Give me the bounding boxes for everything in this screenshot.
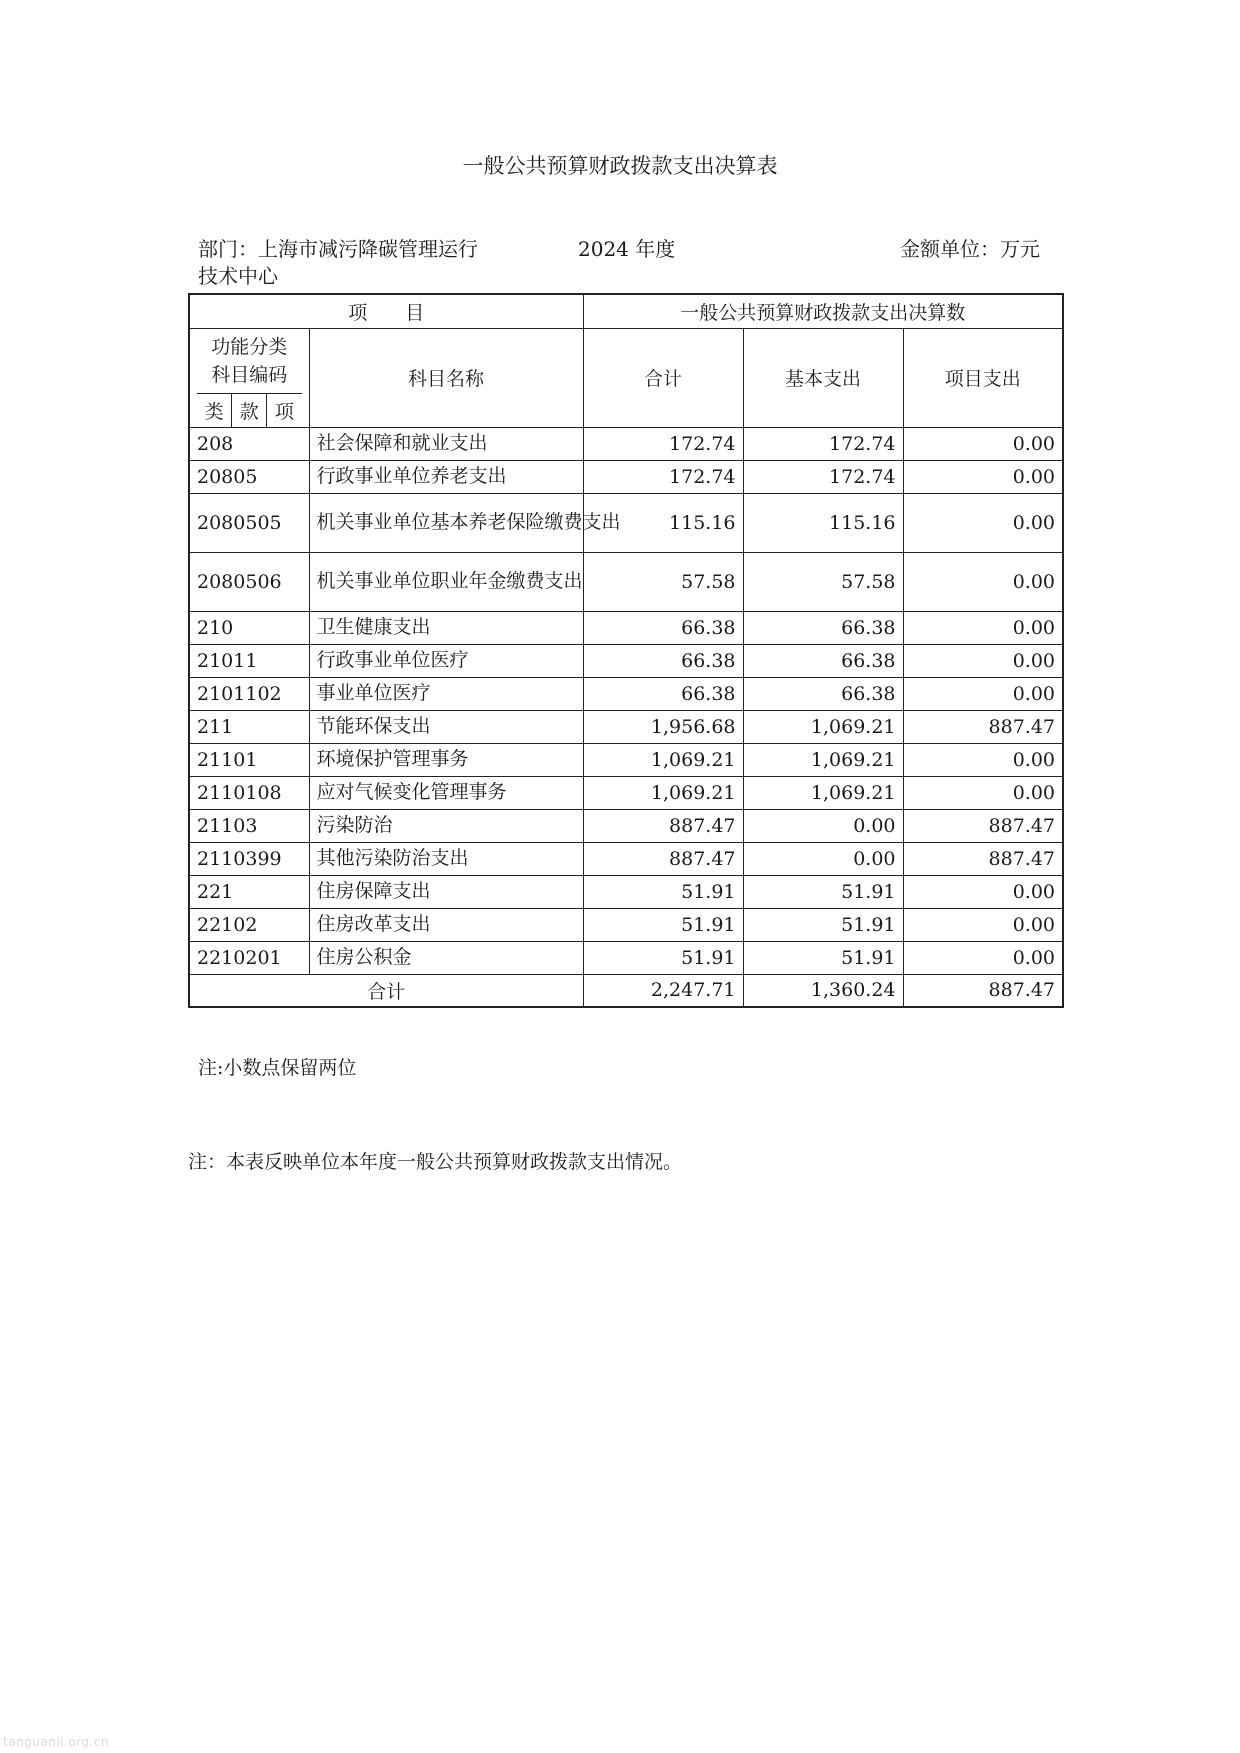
- header-total: 合计: [583, 328, 743, 427]
- row-total: 57.58: [583, 552, 743, 611]
- row-project: 0.00: [903, 644, 1063, 677]
- row-code: 20805: [189, 460, 309, 493]
- footnote: 注：本表反映单位本年度一般公共预算财政拨款支出情况。: [188, 1151, 683, 1173]
- table-row: [189, 677, 1063, 710]
- row-total: 51.91: [583, 875, 743, 908]
- fiscal-year: 2024 年度: [578, 237, 676, 261]
- row-project: 887.47: [903, 809, 1063, 842]
- total-label: 合计: [189, 974, 583, 1007]
- header-group: 一般公共预算财政拨款支出决算数: [583, 294, 1063, 328]
- row-code: 210: [189, 611, 309, 644]
- row-project: 0.00: [903, 460, 1063, 493]
- row-name: 行政事业单位医疗: [309, 644, 583, 677]
- row-project: 887.47: [903, 842, 1063, 875]
- header-code-class: 类: [204, 400, 224, 423]
- header-basic: 基本支出: [743, 328, 903, 427]
- row-project: 0.00: [903, 908, 1063, 941]
- row-name: 住房保障支出: [309, 875, 583, 908]
- table-row: [189, 552, 1063, 611]
- row-basic: 0.00: [743, 809, 903, 842]
- row-project: 0.00: [903, 941, 1063, 974]
- row-project: 0.00: [903, 743, 1063, 776]
- row-code: 21101: [189, 743, 309, 776]
- row-total: 66.38: [583, 611, 743, 644]
- table-row: [189, 842, 1063, 875]
- row-basic: 66.38: [743, 677, 903, 710]
- row-total: 66.38: [583, 677, 743, 710]
- row-project: 0.00: [903, 611, 1063, 644]
- row-code: 2210201: [189, 941, 309, 974]
- row-code: 2110108: [189, 776, 309, 809]
- row-basic: 172.74: [743, 460, 903, 493]
- row-name: 行政事业单位养老支出: [309, 460, 583, 493]
- header-code: [189, 328, 309, 427]
- row-basic: 66.38: [743, 644, 903, 677]
- table-row: [189, 644, 1063, 677]
- row-basic: 172.74: [743, 427, 903, 460]
- department-line-1: 部门：上海市减污降碳管理运行: [198, 237, 478, 261]
- row-total: 1,956.68: [583, 710, 743, 743]
- table-row: [189, 710, 1063, 743]
- total-amount: 2,247.71: [583, 974, 743, 1007]
- row-code: 2101102: [189, 677, 309, 710]
- row-project: 887.47: [903, 710, 1063, 743]
- table-row: [189, 493, 1063, 552]
- row-project: 0.00: [903, 677, 1063, 710]
- row-total: 172.74: [583, 427, 743, 460]
- row-total: 66.38: [583, 644, 743, 677]
- row-basic: 51.91: [743, 908, 903, 941]
- row-name: 应对气候变化管理事务: [309, 776, 583, 809]
- total-row: [189, 974, 1063, 1007]
- header-name: 科目名称: [309, 328, 583, 427]
- row-project: 0.00: [903, 552, 1063, 611]
- row-total: 115.16: [583, 493, 743, 552]
- header-row-2: [189, 328, 1063, 427]
- row-name: 事业单位医疗: [309, 677, 583, 710]
- watermark: tanguanli.org.cn: [3, 1735, 110, 1749]
- row-total: 1,069.21: [583, 776, 743, 809]
- table-row: [189, 427, 1063, 460]
- row-code: 2080506: [189, 552, 309, 611]
- row-name: 节能环保支出: [309, 710, 583, 743]
- row-basic: 115.16: [743, 493, 903, 552]
- row-basic: 51.91: [743, 875, 903, 908]
- row-name: 污染防治: [309, 809, 583, 842]
- row-total: 51.91: [583, 908, 743, 941]
- row-total: 887.47: [583, 842, 743, 875]
- table-row: [189, 908, 1063, 941]
- row-name: 机关事业单位职业年金缴费支出: [309, 552, 583, 611]
- row-basic: 1,069.21: [743, 776, 903, 809]
- row-code: 22102: [189, 908, 309, 941]
- page-title: 一般公共预算财政拨款支出决算表: [462, 154, 778, 178]
- total-project: 887.47: [903, 974, 1063, 1007]
- row-total: 172.74: [583, 460, 743, 493]
- row-basic: 57.58: [743, 552, 903, 611]
- row-total: 887.47: [583, 809, 743, 842]
- row-name: 其他污染防治支出: [309, 842, 583, 875]
- row-total: 1,069.21: [583, 743, 743, 776]
- row-code: 208: [189, 427, 309, 460]
- row-total: 51.91: [583, 941, 743, 974]
- row-name: 住房公积金: [309, 941, 583, 974]
- budget-table: [188, 293, 1064, 1008]
- header-project: 项目支出: [903, 328, 1063, 427]
- row-name: 卫生健康支出: [309, 611, 583, 644]
- row-code: 221: [189, 875, 309, 908]
- row-name: 环境保护管理事务: [309, 743, 583, 776]
- table-row: [189, 460, 1063, 493]
- total-basic: 1,360.24: [743, 974, 903, 1007]
- header-item: 项 目: [189, 294, 583, 328]
- row-project: 0.00: [903, 493, 1063, 552]
- department-line-2: 技术中心: [198, 264, 278, 288]
- row-code: 2080505: [189, 493, 309, 552]
- table-note: 注:小数点保留两位: [198, 1057, 357, 1079]
- row-basic: 51.91: [743, 941, 903, 974]
- amount-unit: 金额单位：万元: [900, 237, 1040, 261]
- row-code: 21103: [189, 809, 309, 842]
- table-row: [189, 941, 1063, 974]
- row-basic: 1,069.21: [743, 743, 903, 776]
- row-project: 0.00: [903, 875, 1063, 908]
- table-row: [189, 875, 1063, 908]
- table-row: [189, 743, 1063, 776]
- row-code: 211: [189, 710, 309, 743]
- row-basic: 66.38: [743, 611, 903, 644]
- table-row: [189, 611, 1063, 644]
- row-code: 21011: [189, 644, 309, 677]
- row-basic: 0.00: [743, 842, 903, 875]
- department-label: [198, 236, 478, 290]
- header-row-1: [189, 294, 1063, 328]
- row-project: 0.00: [903, 776, 1063, 809]
- row-name: 社会保障和就业支出: [309, 427, 583, 460]
- header-code-item: 项: [266, 394, 301, 427]
- table-row: [189, 809, 1063, 842]
- row-basic: 1,069.21: [743, 710, 903, 743]
- header-code-title: 功能分类科目编码: [211, 335, 288, 386]
- table-row: [189, 776, 1063, 809]
- header-code-section: 款: [231, 394, 266, 427]
- row-project: 0.00: [903, 427, 1063, 460]
- row-name: 机关事业单位基本养老保险缴费支出: [309, 493, 583, 552]
- row-code: 2110399: [189, 842, 309, 875]
- row-name: 住房改革支出: [309, 908, 583, 941]
